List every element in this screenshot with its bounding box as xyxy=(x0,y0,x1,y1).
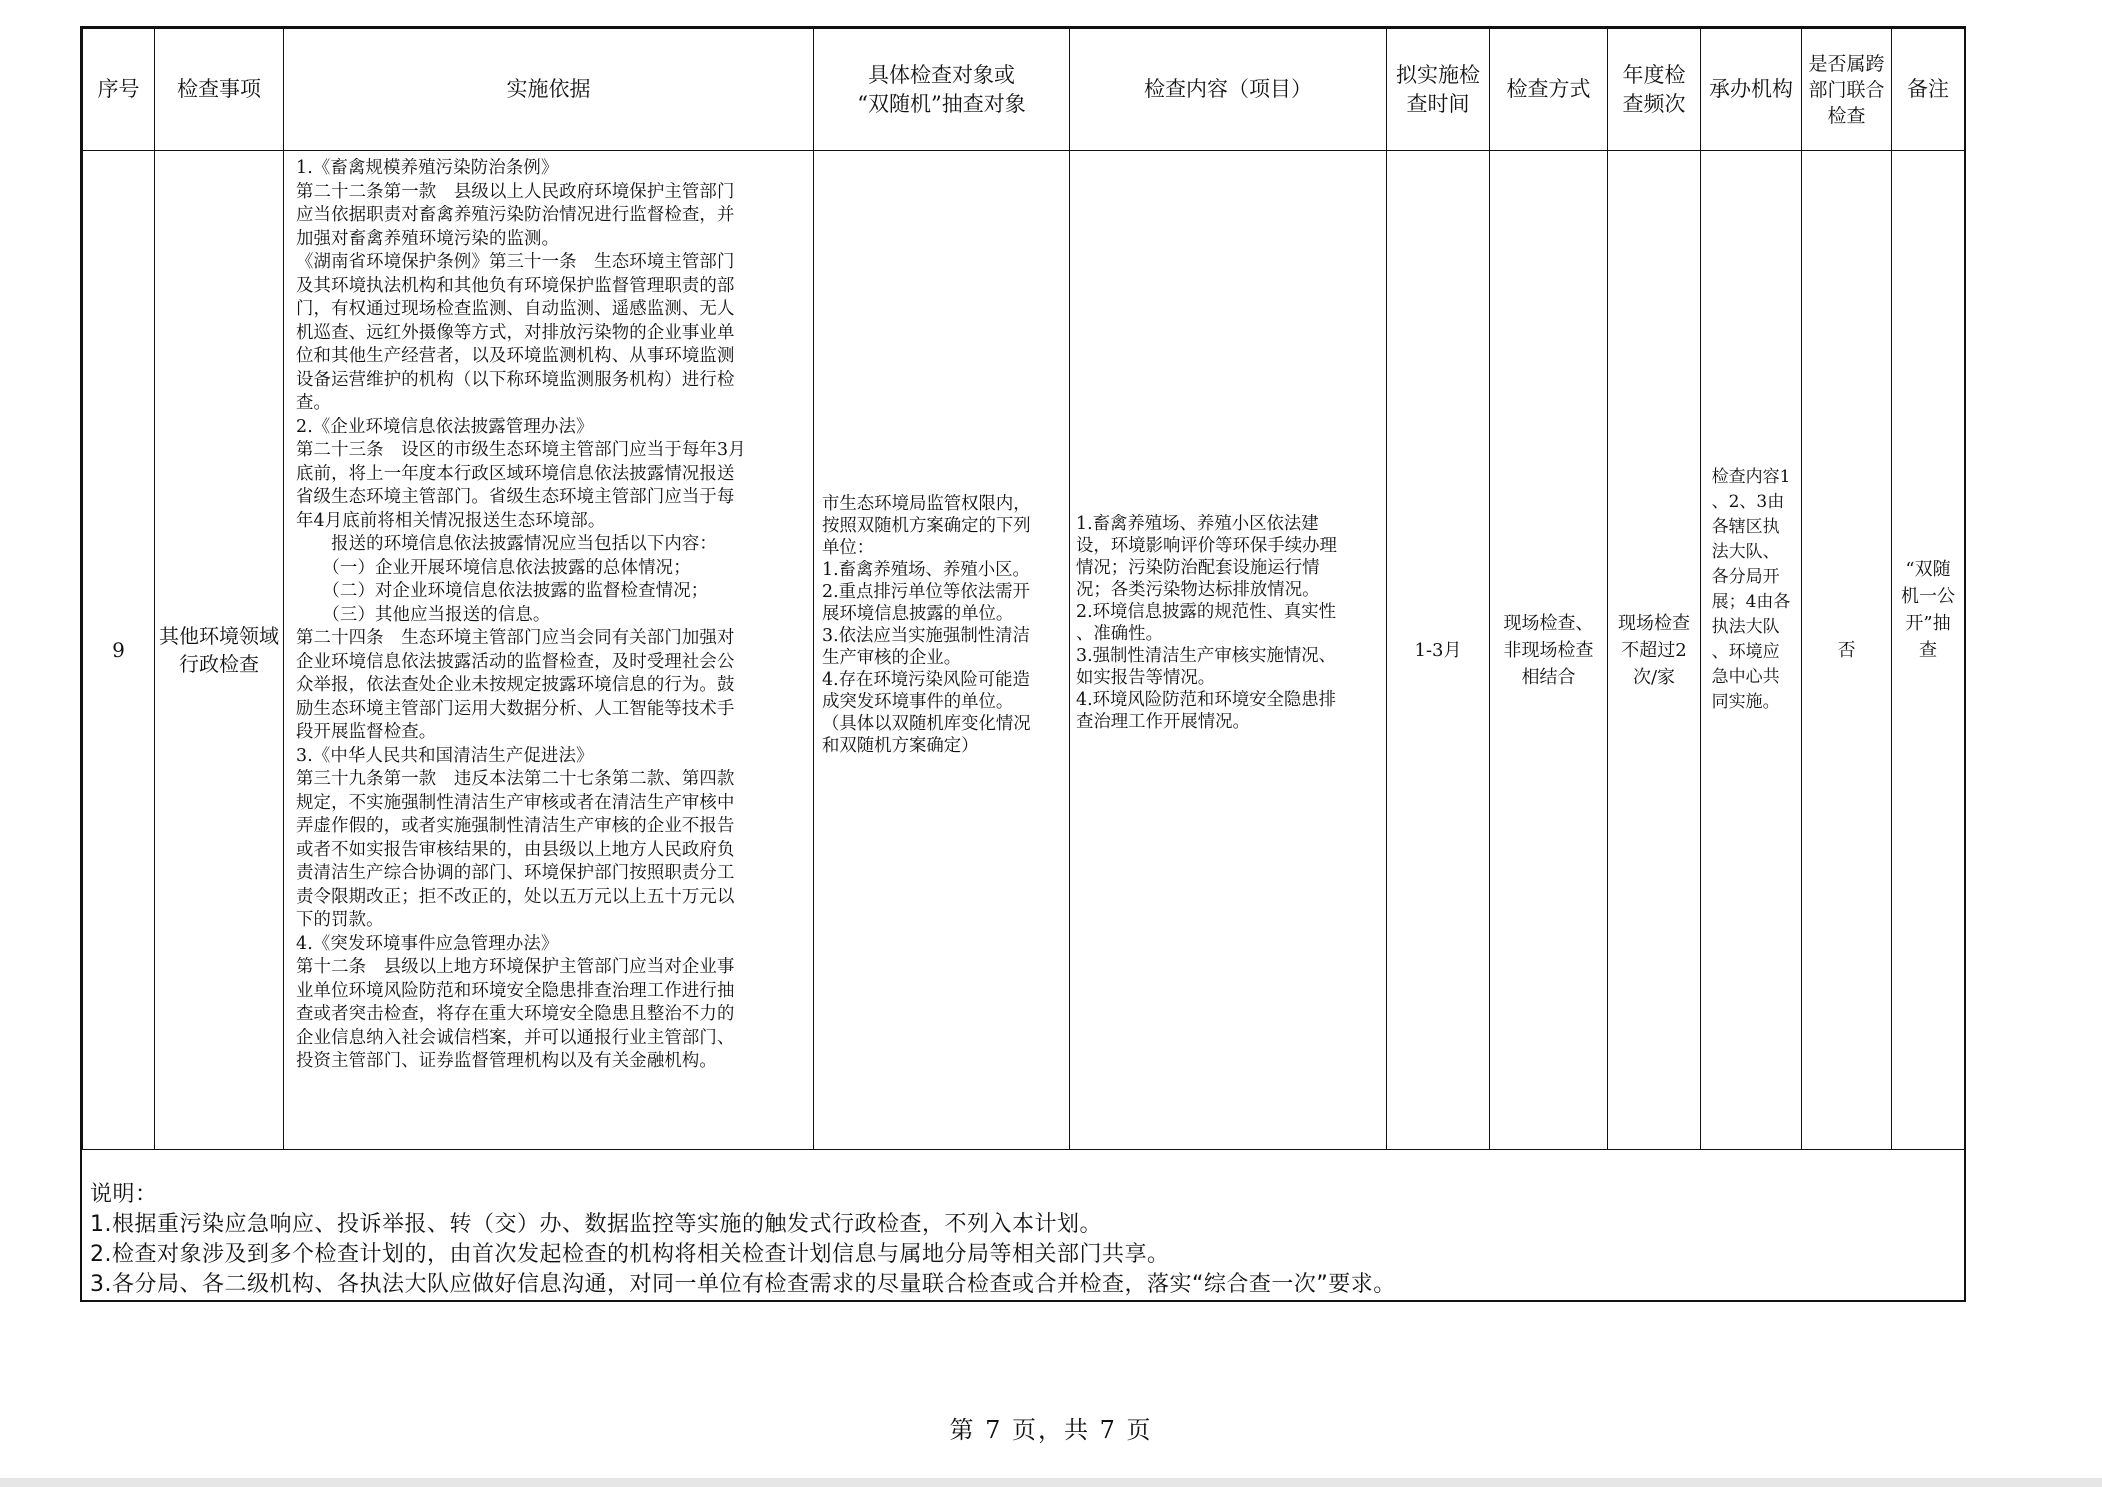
basis-text-line: 设备运营维护的机构（以下称环境监测服务机构）进行检 xyxy=(296,369,735,390)
basis-text-line: 3.《中华人民共和国清洁生产促进法》 xyxy=(296,745,594,766)
basis-text-line: 段开展监督检查。 xyxy=(296,722,437,742)
object-text-line: 市生态环境局监管权限内， xyxy=(822,494,1031,514)
basis-text-line: 位和其他生产经营者，以及环境监测机构、从事环境监测 xyxy=(296,346,735,366)
page-bottom-edge xyxy=(0,1478,2102,1487)
basis-text-line: 及其环境执法机构和其他负有环境保护监督管理职责的部 xyxy=(296,275,735,296)
cell-content xyxy=(1070,151,1387,1150)
cell-item: 其他环境领域 行政检查 xyxy=(155,151,284,1150)
basis-text-line: 第二十二条第一款 县级以上人民政府环境保护主管部门 xyxy=(296,181,735,202)
object-text-line: 4.存在环境污染风险可能造 xyxy=(822,670,1030,690)
basis-text-line: 投资主管部门、证券监督管理机构以及有关金融机构。 xyxy=(296,1051,717,1071)
header-basis: 实施依据 xyxy=(284,29,814,151)
note-item-1: 1.根据重污染应急响应、投诉举报、转（交）办、数据监控等实施的触发式行政检查，不列入本计划。 xyxy=(90,1212,1102,1237)
notes-section xyxy=(82,1150,1964,1300)
notes-title: 说明： xyxy=(90,1182,158,1207)
basis-text-line: 下的罚款。 xyxy=(296,910,384,930)
basis-text-line: 报送的环境信息依法披露情况应当包括以下内容： xyxy=(296,534,717,554)
header-freq: 年度检 查频次 xyxy=(1608,29,1701,151)
basis-text-line: 或者不如实报告审核结果的，由县级以上地方人民政府负 xyxy=(296,839,735,860)
content-text-line: 设，环境影响评价等环保手续办理 xyxy=(1076,535,1337,556)
basis-text-line: 查或者突击检查，将存在重大环境安全隐患且整治不力的 xyxy=(296,1004,735,1024)
cell-seq: 9 xyxy=(83,151,155,1150)
content-text-line: 如实报告等情况。 xyxy=(1076,667,1216,688)
header-item: 检查事项 xyxy=(155,29,284,151)
basis-text-line: 第二十四条 生态环境主管部门应当会同有关部门加强对 xyxy=(296,628,735,648)
content-text-line: 查治理工作开展情况。 xyxy=(1076,711,1250,732)
basis-text-line: 1.《畜禽规模养殖污染防治条例》 xyxy=(296,158,559,178)
cell-freq: 现场检查 不超过2 次/家 xyxy=(1608,151,1701,1150)
cell-object xyxy=(814,151,1070,1150)
content-text-line: 2.环境信息披露的规范性、真实性 xyxy=(1076,601,1337,622)
content-text-block xyxy=(1076,513,1382,733)
table-row xyxy=(83,151,1965,1150)
header-seq: 序号 xyxy=(83,29,155,151)
cell-basis xyxy=(284,151,814,1150)
object-text-line: 成突发环境事件的单位。 xyxy=(822,692,1014,712)
header-joint: 是否属跨 部门联合 检查 xyxy=(1802,29,1892,151)
basis-text-line: 《湖南省环境保护条例》第三十一条 生态环境主管部门 xyxy=(296,252,735,272)
header-time: 拟实施检 查时间 xyxy=(1387,29,1490,151)
basis-text-line: 2.《企业环境信息依法披露管理办法》 xyxy=(296,416,594,437)
basis-text-line: （一）企业开展环境信息依法披露的总体情况； xyxy=(296,557,691,578)
basis-text-line: 业单位环境风险防范和环境安全隐患排查治理工作进行抽 xyxy=(296,980,735,1001)
basis-text-line: 4.《突发环境事件应急管理办法》 xyxy=(296,933,559,954)
basis-text-line: 众举报，依法查处企业未按规定披露环境信息的行为。鼓 xyxy=(296,675,735,695)
header-agency: 承办机构 xyxy=(1701,29,1802,151)
object-text-line: 单位： xyxy=(822,538,875,558)
basis-text-line: 门，有权通过现场检查监测、自动监测、遥感监测、无人 xyxy=(296,299,735,319)
basis-text-line: 省级生态环境主管部门。省级生态环境主管部门应当于每 xyxy=(296,487,735,507)
basis-text-line: 应当依据职责对畜禽养殖污染防治情况进行监督检查，并 xyxy=(296,205,735,225)
header-object: 具体检查对象或 “双随机”抽查对象 xyxy=(814,29,1070,151)
cell-method: 现场检查、 非现场检查 相结合 xyxy=(1490,151,1608,1150)
basis-text-line: 企业环境信息依法披露活动的监督检查，及时受理社会公 xyxy=(296,651,735,672)
object-text-block xyxy=(822,493,1065,757)
basis-text-line: 第二十三条 设区的市级生态环境主管部门应当于每年3月 xyxy=(296,440,746,460)
object-text-line: 生产审核的企业。 xyxy=(822,648,962,668)
content-text-line: 况；各类污染物达标排放情况。 xyxy=(1076,579,1320,600)
basis-text-line: （二）对企业环境信息依法披露的监督检查情况； xyxy=(296,581,709,601)
object-text-line: 2.重点排污单位等依法需开 xyxy=(822,582,1030,602)
basis-text-block xyxy=(296,157,805,1074)
basis-text-line: 机巡查、远红外摄像等方式，对排放污染物的企业事业单 xyxy=(296,322,735,343)
basis-text-line: 规定，不实施强制性清洁生产审核或者在清洁生产审核中 xyxy=(296,792,735,813)
document-page xyxy=(80,26,1966,1302)
content-text-line: 3.强制性清洁生产审核实施情况、 xyxy=(1076,645,1337,666)
basis-text-line: 责令限期改正；拒不改正的，处以五万元以上五十万元以 xyxy=(296,886,735,907)
object-text-line: 展环境信息披露的单位。 xyxy=(822,604,1014,624)
object-text-line: 1.畜禽养殖场、养殖小区。 xyxy=(822,560,1030,580)
basis-text-line: 励生态环境主管部门运用大数据分析、人工智能等技术手 xyxy=(296,698,735,719)
inspection-plan-table xyxy=(82,28,1965,1150)
basis-text-line: 年4月底前将相关情况报送生态环境部。 xyxy=(296,510,606,531)
basis-text-line: 第十二条 县级以上地方环境保护主管部门应当对企业事 xyxy=(296,957,735,977)
content-text-line: 、准确性。 xyxy=(1076,623,1163,644)
basis-text-line: 加强对畜禽养殖环境污染的监测。 xyxy=(296,228,560,249)
object-text-line: （具体以双随机库变化情况 xyxy=(822,714,1031,734)
basis-text-line: 企业信息纳入社会诚信档案，并可以通报行业主管部门、 xyxy=(296,1027,735,1048)
header-remark: 备注 xyxy=(1892,29,1965,151)
basis-text-line: 弄虚作假的，或者实施强制性清洁生产审核的企业不报告 xyxy=(296,816,735,836)
content-text-line: 1.畜禽养殖场、养殖小区依法建 xyxy=(1076,513,1319,534)
table-header-row xyxy=(83,29,1965,151)
basis-text-line: 责清洁生产综合协调的部门、环境保护部门按照职责分工 xyxy=(296,863,735,883)
basis-text-line: 查。 xyxy=(296,393,332,413)
note-item-2: 2.检查对象涉及到多个检查计划的，由首次发起检查的机构将相关检查计划信息与属地分局等相关部门共享。 xyxy=(90,1242,1170,1267)
basis-text-line: 第三十九条第一款 违反本法第二十七条第二款、第四款 xyxy=(296,769,735,789)
header-method: 检查方式 xyxy=(1490,29,1608,151)
basis-text-line: 底前，将上一年度本行政区域环境信息依法披露情况报送 xyxy=(296,463,735,484)
object-text-line: 3.依法应当实施强制性清洁 xyxy=(822,626,1030,646)
cell-time: 1-3月 xyxy=(1387,151,1490,1150)
object-text-line: 按照双随机方案确定的下列 xyxy=(822,516,1031,536)
note-item-3: 3.各分局、各二级机构、各执法大队应做好信息沟通，对同一单位有检查需求的尽量联合检查或合并检查，落实“综合查一次”要求。 xyxy=(90,1272,1396,1297)
basis-text-line: （三）其他应当报送的信息。 xyxy=(296,604,551,625)
cell-remark: “双随 机一公 开”抽 查 xyxy=(1892,151,1965,1150)
content-text-line: 情况；污染防治配套设施运行情 xyxy=(1076,557,1320,578)
page-footer: 第 7 页，共 7 页 xyxy=(949,1416,1153,1444)
cell-joint: 否 xyxy=(1802,151,1892,1150)
cell-agency: 检查内容1 、2、3由 各辖区执 法大队、 各分局开 展；4由各 执法大队 、环境应 急中心共 同实施。 xyxy=(1701,151,1802,1150)
content-text-line: 4.环境风险防范和环境安全隐患排 xyxy=(1076,689,1337,710)
object-text-line: 和双随机方案确定） xyxy=(822,736,979,756)
header-content: 检查内容（项目） xyxy=(1070,29,1387,151)
